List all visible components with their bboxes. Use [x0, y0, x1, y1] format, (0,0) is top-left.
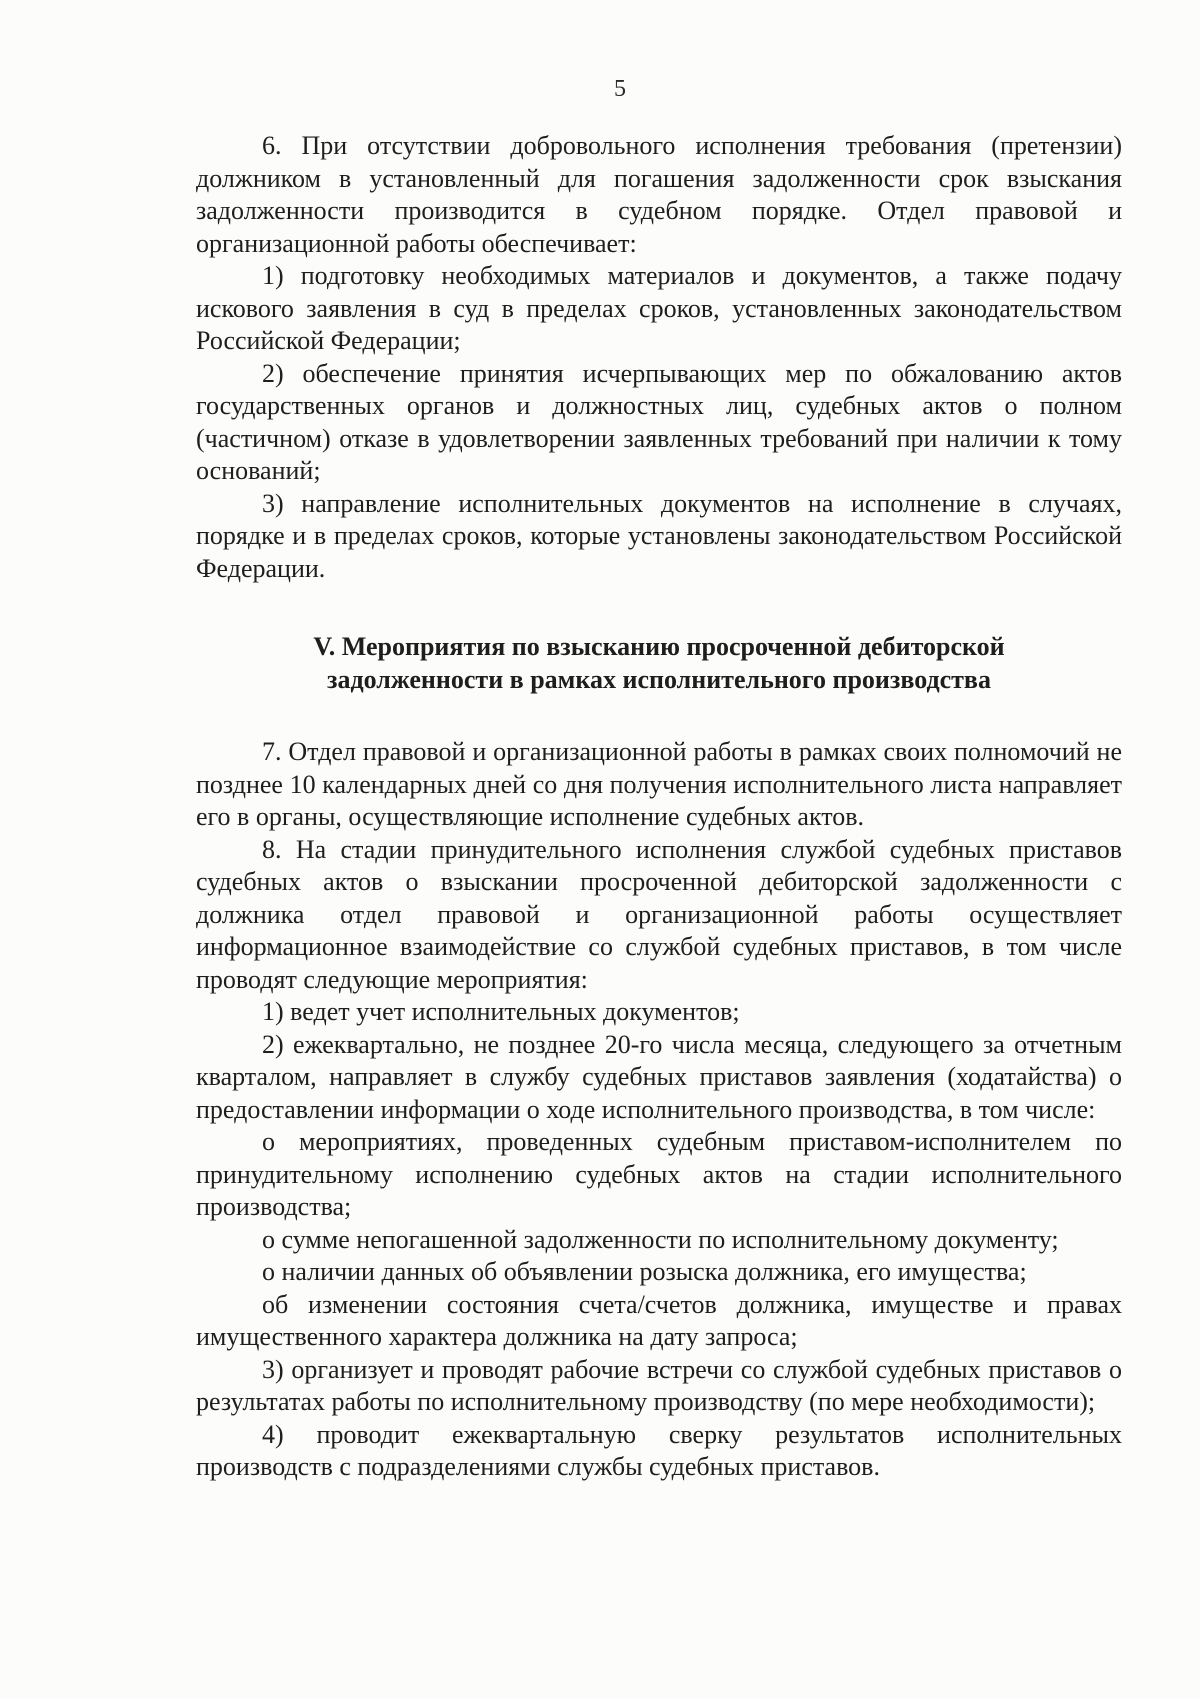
paragraph-7: 7. Отдел правовой и организационной работы в рамках своих полномочий не позднее 10 календарных дней со дня получения исполнительного листа направляет его в органы, осуществляющие исполнение судебных актов. [196, 737, 1122, 831]
paragraph-8-item-2: 2) ежеквартально, не позднее 20-го числа месяца, следующего за отчетным кварталом, направляет в службу судебных приставов заявления (ходатайства) о предоставлении информации о ходе исполнительного производства, в том числе: [196, 1029, 1122, 1124]
paragraph-6-item-3: 3) направление исполнительных документов на исполнение в случаях, порядке и в пределах сроков, которые установлены законодательством Российской Федерации. [196, 488, 1122, 583]
paragraph-8-item-2-sub-2: о сумме непогашенной задолженности по исполнительному документу; [262, 1224, 1059, 1254]
paragraph-6-item-1: 1) подготовку необходимых материалов и документов, а также подачу искового заявления в суд в пределах сроков, установленных законодательством Российской Федерации; [196, 261, 1122, 355]
paragraph-8-item-3: 3) организует и проводят рабочие встречи со службой судебных приставов о результатах работы по исполнительному производству (по мере необходимости); [196, 1354, 1122, 1416]
paragraph-6: 6. При отсутствии добровольного исполнения требования (претензии) должником в установленный для погашения задолженности срок взыскания задолженности производится в судебном порядке. Отдел правовой и организационной работы обеспечивает: [196, 131, 1122, 258]
paragraph-8-item-2-sub-3: о наличии данных об объявлении розыска должника, его имущества; [262, 1257, 1027, 1286]
paragraph-8-item-2-sub-4: об изменении состояния счета/счетов должника, имуществе и правах имущественного характера должника на дату запроса; [196, 1289, 1122, 1351]
page-number: 5 [614, 76, 626, 102]
section-heading [196, 631, 1122, 696]
paragraph-8: 8. На стадии принудительного исполнения службой судебных приставов судебных актов о взыскании просроченной дебиторской задолженности с должника отдел правовой и организационной работы осуществляет информационное взаимодействие со службой судебных приставов, в том числе проводят следующие мероприятия: [196, 834, 1122, 994]
paragraph-8-item-1: 1) ведет учет исполнительных документов; [262, 997, 740, 1026]
document-body [196, 130, 1122, 1484]
paragraph-8-item-4: 4) проводит ежеквартальную сверку результатов исполнительных производств с подразделениями службы судебных приставов. [196, 1419, 1122, 1481]
section-heading-line-1: V. Мероприятия по взысканию просроченной дебиторской [313, 632, 1005, 661]
paragraph-6-item-2: 2) обеспечение принятия исчерпывающих мер по обжалованию актов государственных органов и должностных лиц, судебных актов о полном (частичном) отказе в удовлетворении заявленных требований при наличии к тому оснований; [196, 358, 1122, 485]
section-heading-line-2: задолженности в рамках исполнительного производства [327, 664, 991, 694]
paragraph-8-item-2-sub-1: о мероприятиях, проведенных судебным приставом-исполнителем по принудительному исполнению судебных актов на стадии исполнительного производства; [196, 1127, 1122, 1221]
